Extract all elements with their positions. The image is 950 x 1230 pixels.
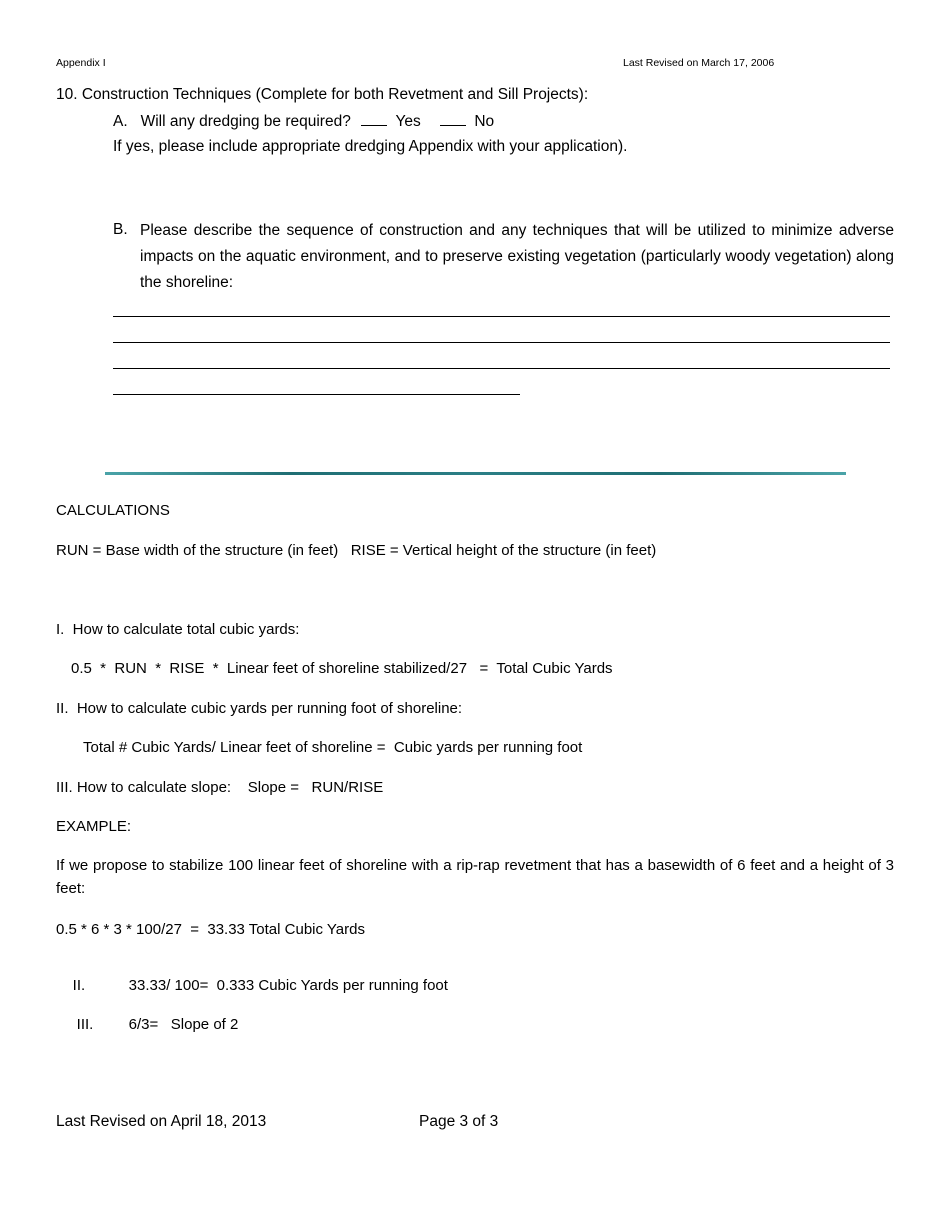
footer-revised: Last Revised on April 18, 2013 xyxy=(56,1113,267,1130)
yes-label: Yes xyxy=(395,113,421,130)
example-line-3-text: 6/3= Slope of 2 xyxy=(128,1016,239,1033)
section-divider xyxy=(105,472,846,475)
no-blank[interactable] xyxy=(440,112,466,126)
example-text: If we propose to stabilize 100 linear feet of shoreline with a rip-rap revetment that has a basewidth of 6 feet and a height of 3 feet: xyxy=(56,857,894,897)
question-a-note: If yes, please include appropriate dredging Appendix with your application). xyxy=(113,138,628,155)
example-line-1: 0.5 * 6 * 3 * 100/27 = 33.33 Total Cubic Yards xyxy=(56,921,365,938)
example-line-2-text: 33.33/ 100= 0.333 Cubic Yards per running foot xyxy=(128,977,448,994)
answer-line-1[interactable] xyxy=(113,316,890,317)
calculations-heading: CALCULATIONS xyxy=(56,502,170,519)
question-b-label: B. xyxy=(113,221,128,238)
no-label: No xyxy=(474,113,495,130)
footer-page-number: Page 3 of 3 xyxy=(419,1113,499,1130)
item3-title: III. How to calculate slope: Slope = RUN/RISE xyxy=(56,779,384,796)
question-a-label: A. xyxy=(113,113,128,130)
calculations-definitions: RUN = Base width of the structure (in feet) RISE = Vertical height of the structure (in feet) xyxy=(56,542,657,559)
question-b-text: Please describe the sequence of construction and any techniques that will be utilized to minimize adverse impacts on the aquatic environment, and to preserve existing vegetation (particularly woody vegetation) along the shoreline: xyxy=(140,222,894,291)
item1-formula: 0.5 * RUN * RISE * Linear feet of shoreline stabilized/27 = Total Cubic Yards xyxy=(71,660,613,677)
item2-title: II. How to calculate cubic yards per running foot of shoreline: xyxy=(56,700,463,717)
answer-line-3[interactable] xyxy=(113,368,890,369)
item2-formula: Total # Cubic Yards/ Linear feet of shoreline = Cubic yards per running foot xyxy=(83,739,583,756)
question-a-text: Will any dredging be required? xyxy=(140,113,351,130)
yes-blank[interactable] xyxy=(361,112,387,126)
section-title: 10. Construction Techniques (Complete for both Revetment and Sill Projects): xyxy=(56,86,589,103)
example-line-2-label: II. xyxy=(72,977,86,994)
answer-line-2[interactable] xyxy=(113,342,890,343)
header-left: Appendix I xyxy=(56,57,106,69)
example-line-3-label: III. xyxy=(76,1016,94,1033)
question-a xyxy=(113,112,494,131)
example-heading: EXAMPLE: xyxy=(56,818,132,835)
answer-line-4[interactable] xyxy=(113,394,520,395)
item1-title: I. How to calculate total cubic yards: xyxy=(56,621,300,638)
example-line-3 xyxy=(60,999,238,1050)
header-right: Last Revised on March 17, 2006 xyxy=(623,57,775,69)
